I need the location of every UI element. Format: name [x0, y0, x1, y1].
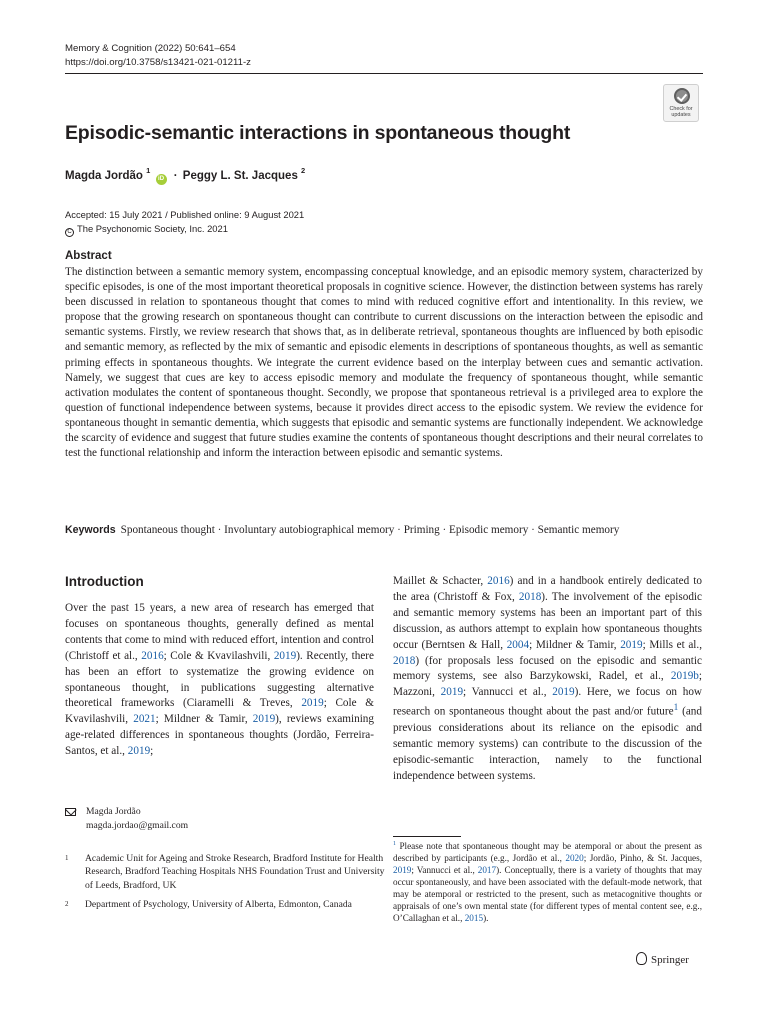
text-run: ; Mildner & Tamir, — [529, 638, 621, 651]
badge-line2: updates — [671, 112, 691, 119]
citation-link[interactable]: 2020 — [565, 852, 584, 863]
text-run: ). — [483, 912, 489, 923]
text-run: ; Vannucci et al., — [411, 864, 478, 875]
introduction-heading: Introduction — [65, 574, 144, 589]
citation-link[interactable]: 2019 — [552, 686, 575, 699]
introduction-column-left — [65, 601, 374, 760]
author-separator: · — [173, 169, 178, 182]
affiliation-text: Academic Unit for Ageing and Stroke Research, Bradford Institute for Health Research, Bradford Teaching Hospitals NHS Foundation Trust and University of Leeds, Bradford, UK — [85, 853, 385, 891]
text-run: ; — [150, 745, 154, 758]
text-run: ; Jordão, Pinho, & St. Jacques, — [583, 852, 702, 863]
badge-text — [664, 106, 698, 119]
copyright-line — [65, 222, 304, 237]
check-for-updates-badge[interactable] — [663, 84, 699, 122]
badge-line1: Check for — [669, 106, 693, 112]
abstract-heading: Abstract — [65, 250, 112, 262]
footnote — [393, 839, 702, 924]
journal-citation: Memory & Cognition (2022) 50:641–654 — [65, 43, 236, 54]
affiliation-number: 1 — [65, 854, 69, 862]
citation-link[interactable]: 2004 — [506, 638, 530, 651]
correspondence — [65, 805, 188, 833]
text-run: ). Recently, there has been an effort to systematize the growing evidence on spontaneous thought, in publications suggesting alternative theoretical frameworks (Ciaramelli & Treves, — [65, 649, 374, 710]
text-run: ) (for proposals less focused on the episodic and semantic memory systems, see also Barzykowski, Radel, et al., — [393, 654, 702, 683]
citation-link[interactable]: 2019 — [440, 686, 464, 699]
author-name[interactable]: Peggy L. St. Jacques — [182, 169, 298, 182]
journal-header — [65, 42, 251, 70]
citation-link[interactable]: 2019 — [273, 649, 297, 662]
citation-link[interactable]: 2019 — [301, 697, 324, 710]
copyright-icon: C — [65, 228, 74, 237]
text-run: Over the past 15 years, a new area of research has emerged that focuses on spontaneous thoughts, generally defined as mental contents that come to mind with reduced effort, intention and control (Christoff et al., — [65, 602, 374, 662]
publisher-name: Springer — [651, 954, 689, 966]
citation-link[interactable]: 2019b — [670, 670, 699, 683]
keywords-text: Spontaneous thought · Involuntary autobiographical memory · Priming · Episodic memory · Semantic memory — [120, 524, 620, 536]
text-run: ). The involvement of the episodic and semantic memory systems has been an important part of this discussion, as authors attempt to explain how spontaneous thoughts occur (Berntsen & Hall, — [393, 590, 702, 651]
copyright-text: The Psychonomic Society, Inc. 2021 — [77, 222, 228, 234]
affiliation-2 — [65, 898, 385, 911]
text-run: (and previous considerations about its reliance on the episodic and semantic memory systems) can contribute to the discussion of the episodic-semantic interaction, namely to the functional independence between systems. — [393, 705, 702, 782]
publisher-logo — [636, 952, 689, 966]
keywords — [65, 524, 703, 536]
affiliation-number: 2 — [65, 900, 69, 908]
envelope-icon — [65, 808, 76, 816]
citation-link[interactable]: 2019 — [620, 638, 643, 651]
text-run: ). Conceptually, there is a variety of thoughts that may occur spontaneously, and have been associated with the default-mode network, that may be atemporal or restricted to the present, such as metacognitive thoughts or appraisals of one’s own mental state (for different types of mental content see, e.g., O’Callaghan et al., — [393, 864, 702, 923]
citation-link[interactable]: 2015 — [464, 912, 484, 923]
citation-link[interactable]: 2016 — [141, 649, 164, 662]
keywords-label: Keywords — [65, 524, 116, 536]
citation-link[interactable]: 2017 — [477, 864, 497, 875]
correspondence-name: Magda Jordão — [86, 806, 141, 817]
footnote-ref[interactable]: 1 — [673, 703, 679, 714]
doi-link[interactable]: https://doi.org/10.3758/s13421-021-01211-z — [65, 57, 251, 68]
affiliation-text: Department of Psychology, University of Alberta, Edmonton, Canada — [85, 899, 352, 910]
correspondence-email[interactable]: magda.jordao@gmail.com — [86, 820, 189, 831]
text-run: ; Vannucci et al., — [463, 686, 553, 699]
citation-link[interactable]: 2016 — [487, 575, 510, 587]
text-run: ; Cole & Kvavilashvili, — [163, 649, 274, 662]
check-for-updates-icon — [674, 88, 690, 104]
text-run: ; Mazzoni, — [393, 670, 702, 699]
citation-link[interactable]: 2019 — [127, 745, 151, 758]
author-name[interactable]: Magda Jordão — [65, 169, 143, 182]
affiliation-1 — [65, 852, 385, 892]
author-list — [65, 167, 305, 185]
author-affiliation-sup: 1 — [146, 166, 151, 175]
orcid-icon[interactable]: iD — [156, 174, 167, 185]
dates-line: Accepted: 15 July 2021 / Published online: 9 August 2021 — [65, 209, 305, 220]
text-run: ; Mills et al., — [642, 638, 702, 651]
citation-link[interactable]: 2021 — [133, 713, 156, 726]
text-run: ), reviews examining age-related differences in spontaneous thoughts (Jordão, Ferreira-Santos, et al., — [65, 713, 374, 758]
citation-link[interactable]: 2018 — [393, 654, 416, 667]
text-run: ). Here, we focus on how research on spontaneous thought about the past and/or future — [393, 686, 702, 718]
footnote-ref[interactable]: 1 — [393, 841, 396, 847]
header-rule — [65, 73, 703, 74]
abstract-text: The distinction between a semantic memory system, encompassing conceptual knowledge, and an episodic memory system, characterized by specific episodes, is one of the most important theoretical proposals in cognitive science. However, the distinction between systems has rarely been discussed in relation to spontaneous thought that comes to mind with reduced cognitive effort and intentionality. In this review, we propose that the growing research on spontaneous thought can contribute to current discussions on the interaction between the episodic and semantic systems. Firstly, we review research that shows that, as in deliberate retrieval, spontaneous thoughts are influenced by both episodic and semantic memory, as reflected by the mix of semantic and episodic elements in descriptions of spontaneous thoughts, as well as semantic priming effects in spontaneous thoughts. We integrate the current evidence based on the interplay between cues and semantic activation. Namely, we suggest that cues are key to access episodic memory and modulate the frequency of spontaneous thought, while semantic activation modulates the content of spontaneous thought. Secondly, we propose that spontaneous retrieval is a privileged area to explore the question of functional independence between systems, because it provides direct access to the episodic system. We review the evidence for spontaneous thought in semantic dementia, which suggests that episodic and semantic systems are functionally independent. We acknowledge the scarcity of evidence and suggest that future studies examine the contents of spontaneous thought descriptions and their neural correlates to test the functional relationship and inform the interaction between episodic and semantic systems. — [65, 266, 703, 460]
author-affiliation-sup: 2 — [301, 166, 306, 175]
article-title: Episodic-semantic interactions in spontaneous thought — [65, 122, 571, 144]
footnote-rule — [393, 836, 461, 837]
springer-horse-icon — [636, 952, 647, 965]
citation-link[interactable]: 2018 — [518, 590, 542, 603]
text-run: ) and in a handbook entirely dedicated to the area (Christoff & Fox, — [393, 575, 702, 603]
citation-link[interactable]: 2019 — [252, 713, 276, 726]
text-run: ; Cole & Kvavilashvili, — [65, 697, 374, 726]
text-run: ; Mildner & Tamir, — [155, 713, 253, 726]
text-run: Maillet & Schacter, — [393, 575, 488, 587]
introduction-column-right — [393, 574, 702, 785]
citation-link[interactable]: 2019 — [393, 864, 412, 875]
text-run: Please note that spontaneous thought may be atemporal or about the present as described by participants (e.g., Jordão et al., — [393, 841, 702, 863]
publication-dates — [65, 208, 304, 237]
